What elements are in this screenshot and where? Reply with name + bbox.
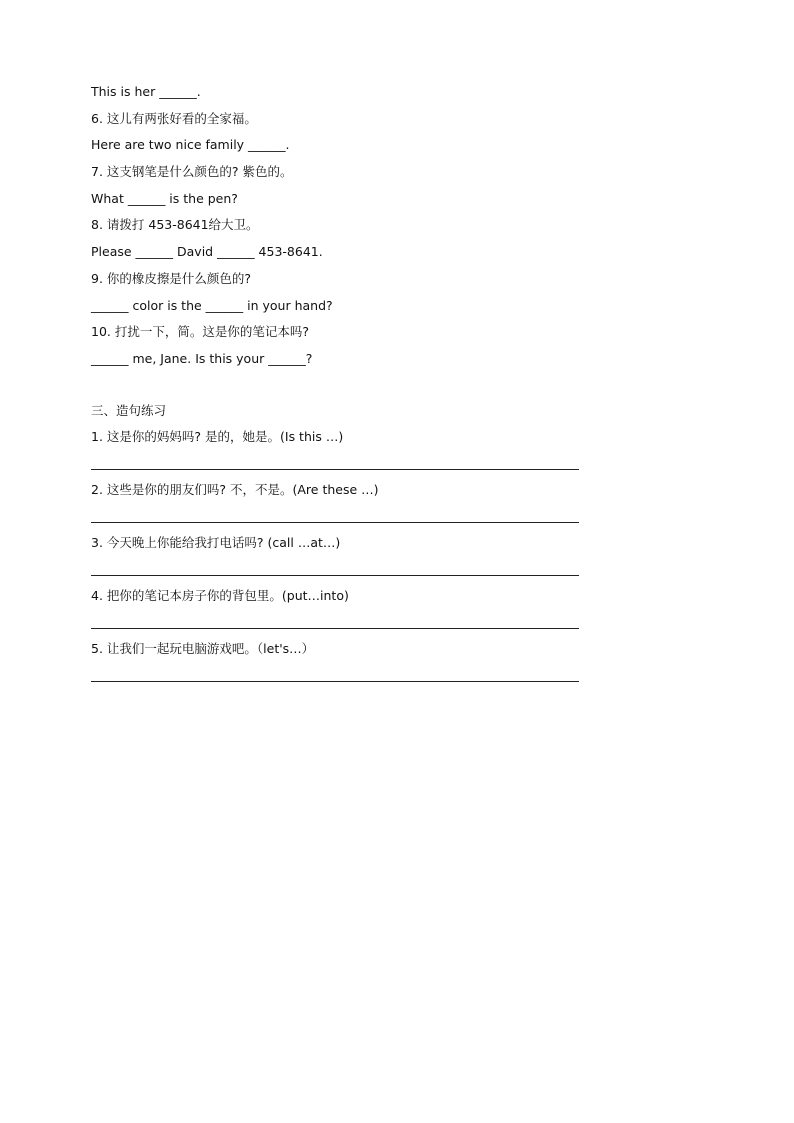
fill-blank-line: ______ me, Jane. Is this your ______? (91, 350, 313, 366)
sentence-prompt: 1. 这是你的妈妈吗? 是的，她是。(Is this …) (91, 428, 344, 444)
answer-line[interactable] (91, 500, 579, 523)
answer-line[interactable] (91, 606, 579, 629)
fill-blank-line: What ______ is the pen? (91, 190, 238, 206)
sentence-prompt: 2. 这些是你的朋友们吗? 不，不是。(Are these …) (91, 481, 379, 497)
worksheet-page (91, 82, 611, 692)
answer-line[interactable] (91, 447, 579, 470)
sentence-prompt: 3. 今天晚上你能给我打电话吗? (call …at…) (91, 534, 341, 550)
fill-blank-line: This is her ______. (91, 84, 201, 99)
question-line: 7. 这支钢笔是什么颜色的? 紫色的。 (91, 164, 293, 180)
answer-line[interactable] (91, 553, 579, 576)
sentence-prompt: 4. 把你的笔记本房子你的背包里。(put…into) (91, 587, 349, 603)
question-line: 8. 请拨打 453-8641给大卫。 (91, 217, 259, 233)
question-line: 6. 这儿有两张好看的全家福。 (91, 110, 257, 126)
section-title: 三、造句练习 (91, 402, 167, 418)
sentence-prompt: 5. 让我们一起玩电脑游戏吧。（let's…） (91, 640, 315, 656)
fill-blank-line: Here are two nice family ______. (91, 137, 290, 153)
fill-blank-line: Please ______ David ______ 453-8641. (91, 244, 323, 260)
question-line: 10. 打扰一下，简。这是你的笔记本吗? (91, 324, 309, 340)
fill-blank-line: ______ color is the ______ in your hand? (91, 297, 333, 313)
answer-line[interactable] (91, 659, 579, 682)
question-line: 9. 你的橡皮擦是什么颜色的? (91, 270, 252, 286)
